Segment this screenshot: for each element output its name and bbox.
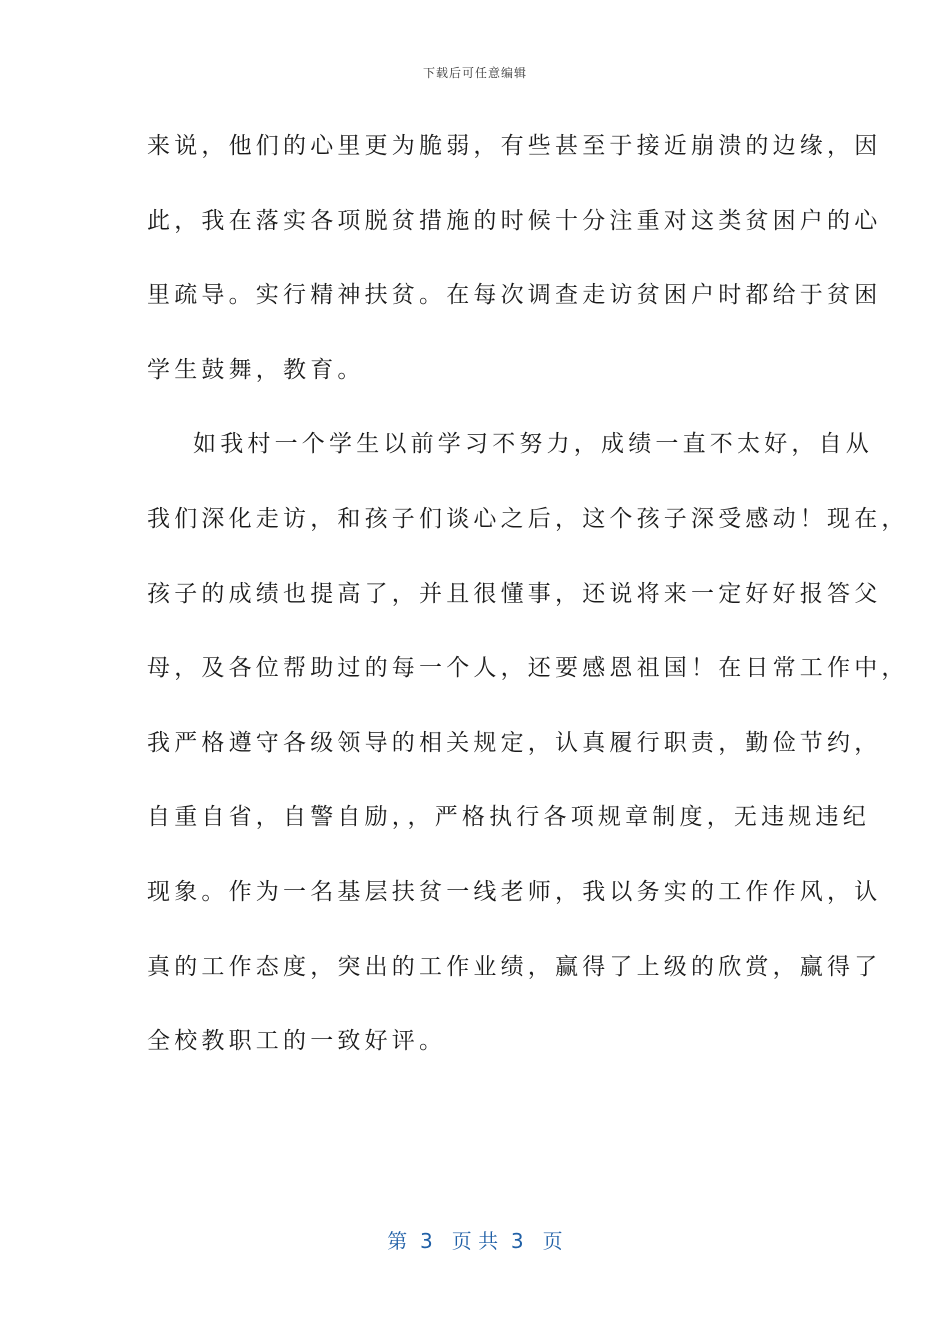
text-line: 真的工作态度，突出的工作业绩，赢得了上级的欣赏，赢得了 — [147, 953, 882, 980]
text-line: 此，我在落实各项脱贫措施的时候十分注重对这类贫困户的心 — [147, 207, 882, 234]
text-line: 自重自省，自警自励，，严格执行各项规章制度，无违规违纪 — [147, 804, 870, 831]
header-note: 下载后可任意编辑 — [422, 66, 527, 80]
text-line: 里疏导。实行精神扶贫。在每次调查走访贫困户时都给于贫困 — [147, 282, 882, 309]
text-line: 现象。作为一名基层扶贫一线老师，我以务实的工作作风，认 — [147, 878, 882, 905]
text-line: 母，及各位帮助过的每一个人，还要感恩祖国！在日常工作中， — [147, 655, 909, 682]
document-body — [147, 128, 909, 1098]
text-line: 我们深化走访，和孩子们谈心之后，这个孩子深受感动！现在， — [147, 505, 909, 532]
paragraph-start-line: 如我村一个学生以前学习不努力，成绩一直不太好，自从 — [193, 431, 873, 458]
text-line: 全校教职工的一致好评。 — [147, 1028, 447, 1055]
text-line: 学生鼓舞，教育。 — [147, 356, 365, 383]
page-number-footer: 第 3 页 共 3 页 — [387, 1229, 563, 1253]
text-line: 来说，他们的心里更为脆弱，有些甚至于接近崩溃的边缘，因 — [147, 133, 882, 159]
text-line: 我严格遵守各级领导的相关规定，认真履行职责，勤俭节约， — [147, 729, 882, 756]
text-line: 孩子的成绩也提高了，并且很懂事，还说将来一定好好报答父 — [147, 580, 882, 607]
